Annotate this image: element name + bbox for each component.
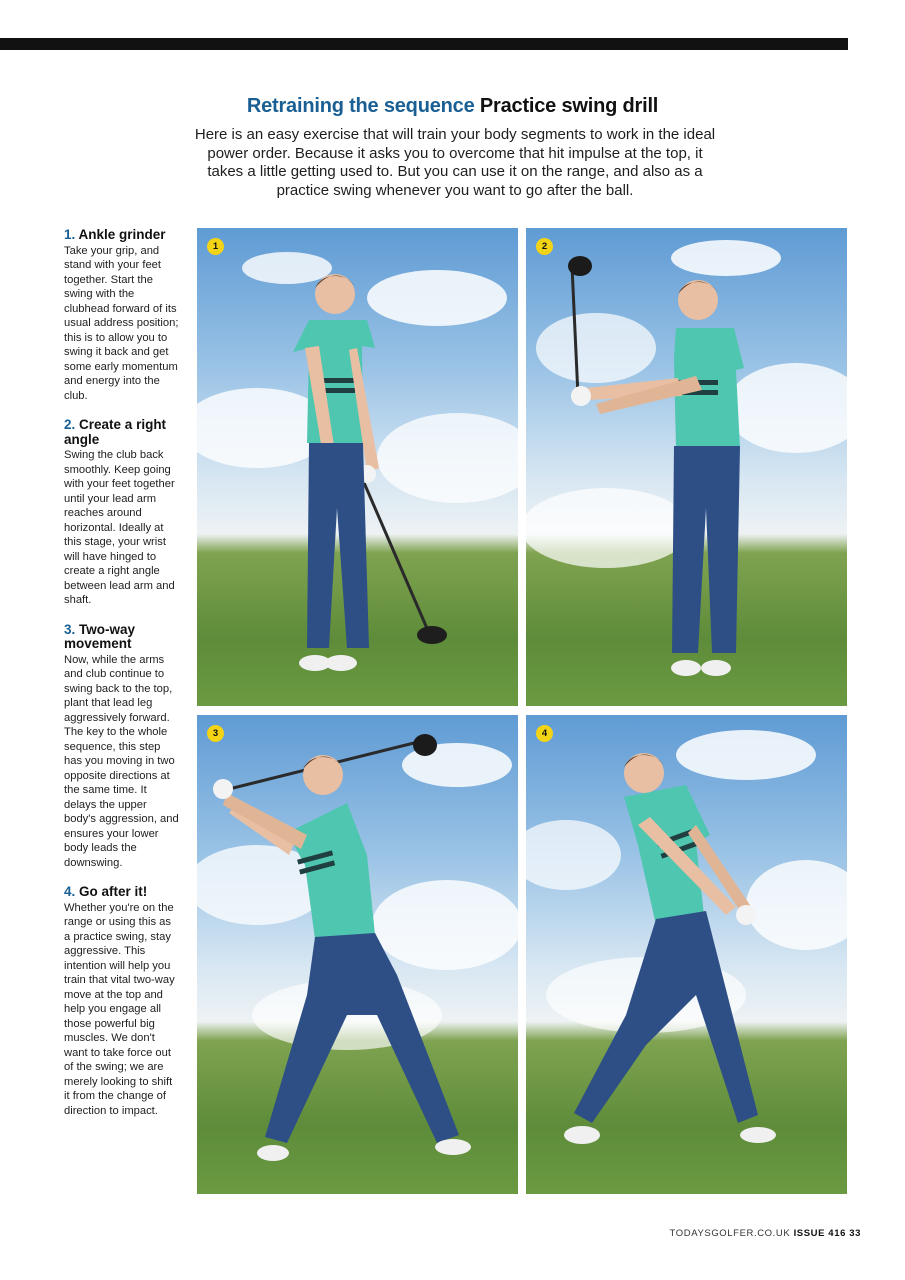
step-number: 1.: [64, 227, 76, 242]
step-number: 2.: [64, 417, 76, 432]
title-main: Practice swing drill: [479, 95, 659, 117]
step-badge: 2: [536, 238, 553, 255]
swing-photo-3: [197, 715, 518, 1194]
golfer-takeaway-illustration: [526, 228, 847, 706]
swing-photo-2: [526, 228, 847, 706]
step-3: [64, 623, 180, 871]
page-title: [0, 95, 905, 118]
page-footer: [670, 1228, 861, 1239]
step-title: Go after it!: [79, 884, 148, 899]
step-2: [64, 418, 180, 608]
golfer-top-of-swing-illustration: [197, 715, 518, 1194]
step-text: Whether you're on the range or using this as a practice swing, stay aggressive. This intention will help you train that vital two-way move at the top and help you engage all those powerful big muscles. We don't want to take force out of the swing; we are merely looking to shift it from the change of direction to impact.: [64, 901, 175, 1117]
swing-photo-1: [197, 228, 518, 706]
step-title: Create a right angle: [64, 417, 167, 447]
footer-issue: ISSUE 416: [793, 1228, 846, 1239]
step-badge: 1: [207, 238, 224, 255]
step-badge: 4: [536, 725, 553, 742]
step-badge: 3: [207, 725, 224, 742]
golfer-downswing-illustration: [526, 715, 847, 1194]
footer-site: TODAYSGOLFER.CO.UK: [669, 1228, 791, 1239]
page-number: 33: [849, 1228, 861, 1239]
steps-column: [64, 228, 180, 1133]
step-4: [64, 885, 180, 1118]
step-number: 3.: [64, 621, 76, 637]
step-text: Swing the club back smoothly. Keep going with your feet together until your lead arm reaches around horizontal. Ideally at this stage, your wrist will have hinged to create a right angle between lead arm and shaft.: [64, 449, 175, 606]
swing-photo-4: [526, 715, 847, 1194]
golfer-address-illustration: [197, 228, 518, 706]
step-heading: [64, 885, 180, 900]
step-heading: [64, 228, 180, 243]
step-heading: [64, 623, 180, 652]
top-rule: [0, 38, 848, 50]
step-number: 4.: [64, 884, 76, 899]
step-title: Ankle grinder: [78, 227, 166, 242]
step-text: Take your grip, and stand with your feet together. Start the swing with the clubhead forward of its usual address position; this is to allow you to swing it back and get some early momentum and energy into the club.: [64, 244, 179, 402]
title-kicker: Retraining the sequence: [246, 95, 475, 117]
step-heading: [64, 418, 180, 447]
step-1: [64, 228, 180, 403]
step-title: Two-way movement: [64, 621, 136, 651]
intro-paragraph: Here is an easy exercise that will train your body segments to work in the ideal power order. Because it asks you to overcome that hit impulse at the top, it takes a little getting used to. But you can use it on the range, and also as a practice swing whenever you want to go after the ball.: [194, 126, 716, 199]
step-text: Now, while the arms and club continue to swing back to the top, plant that lead leg aggressively forward. The key to the whole sequence, this step has you moving in two opposite directions at the same time. It delays the upper body's aggression, and ensures your lower body leads the downswing.: [64, 653, 179, 869]
